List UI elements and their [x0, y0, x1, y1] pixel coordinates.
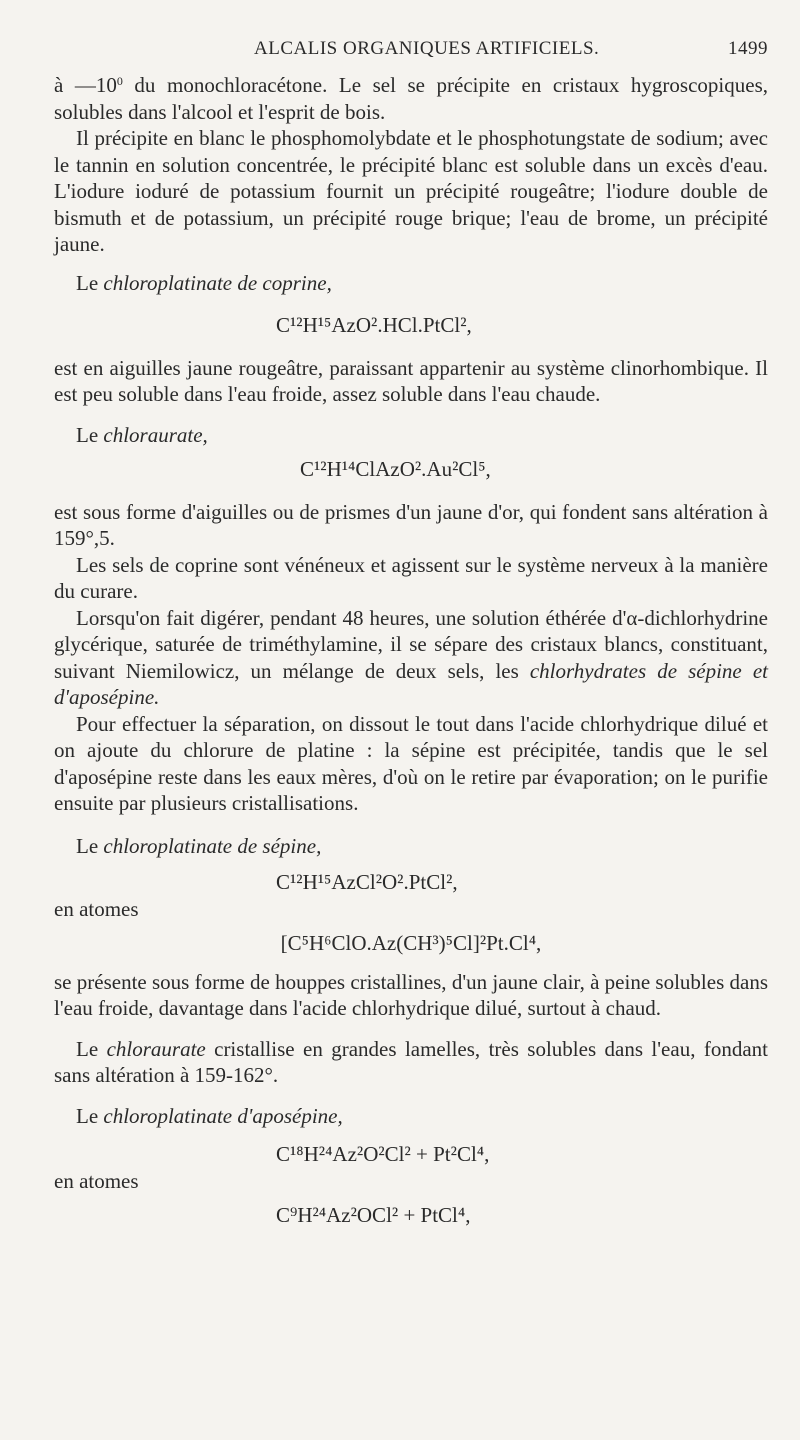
formula-sepine-atoms: [C⁵H⁶ClO.Az(CH³)⁵Cl]²Pt.Cl⁴,: [280, 931, 542, 955]
running-header: [54, 38, 768, 64]
en-atomes-1: en atomes: [54, 896, 139, 921]
le-word: Le: [76, 1103, 104, 1128]
term-chloraurate: chloraurate,: [103, 422, 208, 447]
p9-text: cristallise en grandes lamelles, très solubles dans l'eau, fondant sans altération à 159-162°.: [54, 1036, 768, 1087]
le-word: Le: [76, 422, 104, 447]
page-number: 1499: [728, 38, 768, 59]
formula-sepine: C¹²H¹⁵AzCl²O².PtCl²,: [276, 870, 458, 894]
paragraph-4: est sous forme d'aiguilles ou de prismes d'un jaune d'or, qui fondent sans altération à 159°,5.: [54, 499, 768, 550]
formula-aposepine-atoms: C⁹H²⁴Az²OCl² + PtCl⁴,: [276, 1203, 471, 1227]
paragraph-2: Il précipite en blanc le phosphomolybdate et le phosphotungstate de sodium; avec le tannin en solution concentrée, le précipité blanc est soluble dans un excès d'eau. L'iodure ioduré de potassium fournit un précipité rougeâtre; l'iodure double de bismuth et de potassium, un précipité rouge brique; l'eau de brome, un précipité jaune.: [54, 126, 768, 256]
term-chloroplatinate-aposepine: chloroplatinate d'aposépine,: [103, 1103, 343, 1128]
term-chloraurate-2: chloraurate: [106, 1036, 206, 1061]
le-word: Le: [76, 833, 104, 858]
le-word: Le: [76, 1036, 107, 1061]
p6-italic: chlorhydrates de sépine et d'aposépine.: [54, 658, 768, 709]
paragraph-9: [54, 1036, 768, 1089]
degree-sup: 0: [116, 74, 123, 88]
le-word: Le: [76, 270, 104, 295]
heading-chloroplatinate-aposepine: [54, 1103, 768, 1130]
paragraph-3: est en aiguilles jaune rougeâtre, paraissant appartenir au système clinorhombique. Il est peu soluble dans l'eau froide, assez soluble dans l'eau chaude.: [54, 355, 768, 406]
paragraph-8: se présente sous forme de houppes cristallines, d'un jaune clair, à peine solubles dans l'eau froide, davantage dans l'acide chlorhydrique dilué, surtout à chaud.: [54, 969, 768, 1020]
term-chloroplatinate-coprine: chloroplatinate de coprine,: [103, 270, 332, 295]
heading-chloroplatinate-sepine: [54, 833, 768, 860]
page-body: [54, 72, 768, 1229]
heading-chloroplatinate-coprine: [54, 270, 768, 297]
p1-rest: du monochloracétone. Le sel se précipite en cristaux hygroscopiques, solubles dans l'alcool et l'esprit de bois.: [54, 73, 768, 124]
formula-chloraurate: C¹²H¹⁴ClAzO².Au²Cl⁵,: [300, 457, 491, 481]
paragraph-6: [54, 605, 768, 711]
paragraph-5: Les sels de coprine sont vénéneux et agissent sur le système nerveux à la manière du curare.: [54, 552, 768, 603]
header-title: ALCALIS ORGANIQUES ARTIFICIELS.: [254, 38, 600, 59]
paragraph-1: [54, 72, 768, 125]
p6-text: Lorsqu'on fait digérer, pendant 48 heures, une solution éthérée d'α-dichlorhydrine glycérique, saturée de triméthylamine, il se sépare des cristaux blancs, constituant, suivant Niemilowicz, un mélange de deux sels, les: [54, 605, 768, 683]
formula-aposepine: C¹⁸H²⁴Az²O²Cl² + Pt²Cl⁴,: [276, 1142, 490, 1166]
formula-coprine-platinum: C¹²H¹⁵AzO².HCl.PtCl²,: [276, 313, 472, 337]
paragraph-7: Pour effectuer la séparation, on dissout le tout dans l'acide chlorhydrique dilué et on ajoute du chlorure de platine : la sépine est précipitée, tandis que le sel d'aposépine reste dans les eaux mères, d'où on le retire par évaporation; on le purifie ensuite par plusieurs cristallisations.: [54, 711, 768, 815]
term-chloroplatinate-sepine: chloroplatinate de sépine,: [103, 833, 322, 858]
heading-chloraurate: [54, 422, 768, 449]
en-atomes-2: en atomes: [54, 1168, 139, 1193]
p1-start: à —10: [54, 73, 117, 97]
